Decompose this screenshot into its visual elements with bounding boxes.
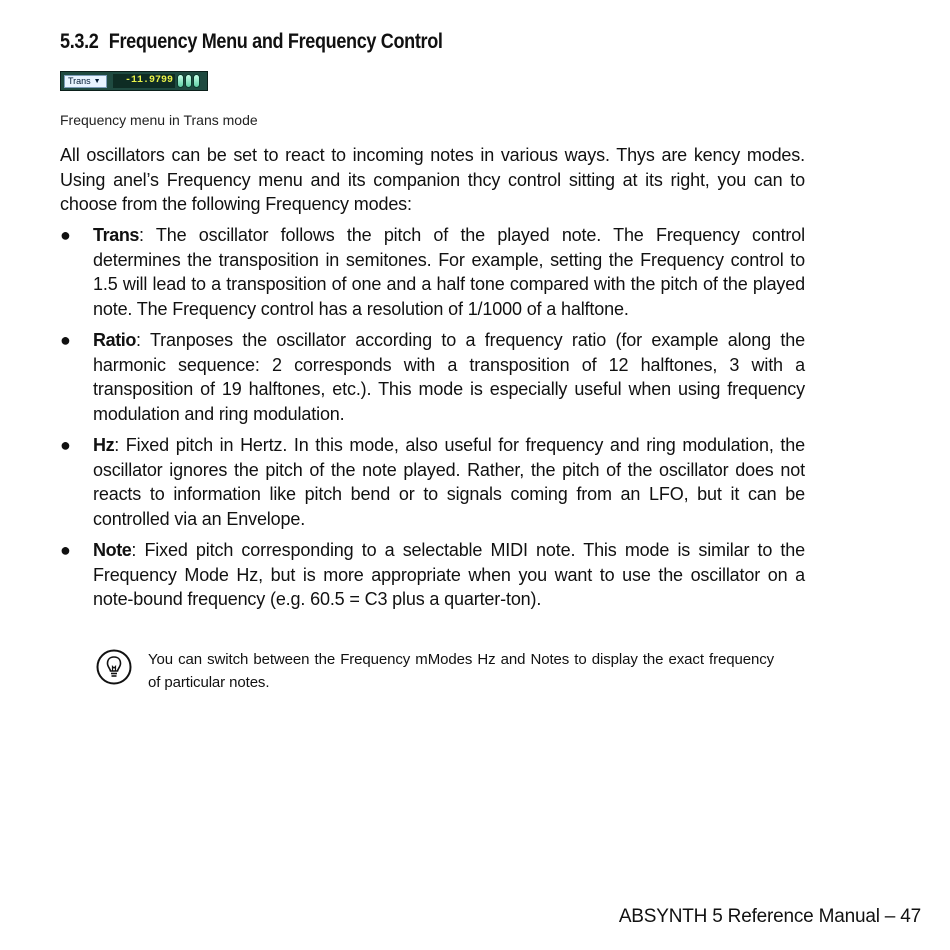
list-item bbox=[60, 538, 805, 612]
list-item-term: Hz bbox=[93, 435, 115, 455]
list-item-text: Tranposes the oscillator according to a frequency ratio (for example along the harmonic sequence: 2 corresponds with a transposition of 12 halftones, 3 with a transposition of 19 halftones, etc.). This mode is especially useful when using frequency modulation and ring modulation. bbox=[93, 330, 805, 424]
list-item bbox=[60, 433, 805, 531]
list-item-term: Trans bbox=[93, 225, 140, 245]
intro-paragraph bbox=[60, 143, 805, 217]
bullet-icon: ● bbox=[60, 330, 71, 350]
list-item bbox=[60, 223, 805, 321]
mode-list bbox=[60, 223, 805, 619]
frequency-menu[interactable] bbox=[64, 75, 107, 88]
list-item-text: The oscillator follows the pitch of the played note. The Frequency control determines the transposition in semitones. For example, setting the Frequency control to 1.5 will lead to a transposition of one and a half tone compared with the pitch of the played note. The Frequency control has a resolution of 1/1000 of a halftone. bbox=[93, 225, 805, 319]
knob-icon[interactable] bbox=[185, 74, 192, 88]
section-number: 5.3.2 bbox=[60, 30, 99, 53]
list-item bbox=[60, 328, 805, 426]
list-item-separator: : bbox=[139, 225, 144, 245]
frequency-knobs bbox=[177, 74, 200, 88]
frequency-control-widget bbox=[60, 71, 208, 91]
section-heading bbox=[60, 30, 443, 54]
knob-icon[interactable] bbox=[193, 74, 200, 88]
list-item-text: Fixed pitch corresponding to a selectable MIDI note. This mode is similar to the Frequency Mode Hz, but is more appropriate when you want to use the oscillator on a note-bound frequency (e.g. 60.5 = C3 plus a quarter-ton). bbox=[93, 540, 805, 609]
list-item-separator: : bbox=[114, 435, 120, 455]
bullet-icon: ● bbox=[60, 435, 71, 455]
bullet-icon: ● bbox=[60, 225, 71, 245]
intro-text: All oscillators can be set to react to incoming notes in various ways. Thys are kency modes. Using anel’s Frequency menu and its companion thcy control sitting at its right, you can to choose from the following Frequency modes: bbox=[60, 145, 805, 214]
knob-icon[interactable] bbox=[177, 74, 184, 88]
page-footer: ABSYNTH 5 Reference Manual – 47 bbox=[618, 906, 921, 927]
frequency-value-display[interactable]: -11.9799 bbox=[113, 74, 175, 88]
lightbulb-icon bbox=[96, 649, 132, 685]
list-item-term: Note bbox=[93, 540, 132, 560]
figure-caption: Frequency menu in Trans mode bbox=[60, 112, 258, 128]
chevron-down-icon: ▼ bbox=[93, 77, 101, 85]
list-item-text: Fixed pitch in Hertz. In this mode, also useful for frequency and ring modulation, the oscillator ignores the pitch of the note played. Rather, the pitch of the oscillator does not reacts to information like pitch bend or to signals coming from an LFO, but it can be controlled via an Envelope. bbox=[93, 435, 805, 529]
list-item-term: Ratio bbox=[93, 330, 137, 350]
frequency-menu-label: Trans bbox=[68, 75, 91, 86]
bullet-icon: ● bbox=[60, 540, 71, 560]
tip-text: You can switch between the Frequency mModes Hz and Notes to display the exact frequency of particular notes. bbox=[148, 651, 774, 691]
section-title: Frequency Menu and Frequency Control bbox=[108, 30, 443, 53]
list-item-separator: : bbox=[131, 540, 137, 560]
list-item-separator: : bbox=[136, 330, 141, 350]
